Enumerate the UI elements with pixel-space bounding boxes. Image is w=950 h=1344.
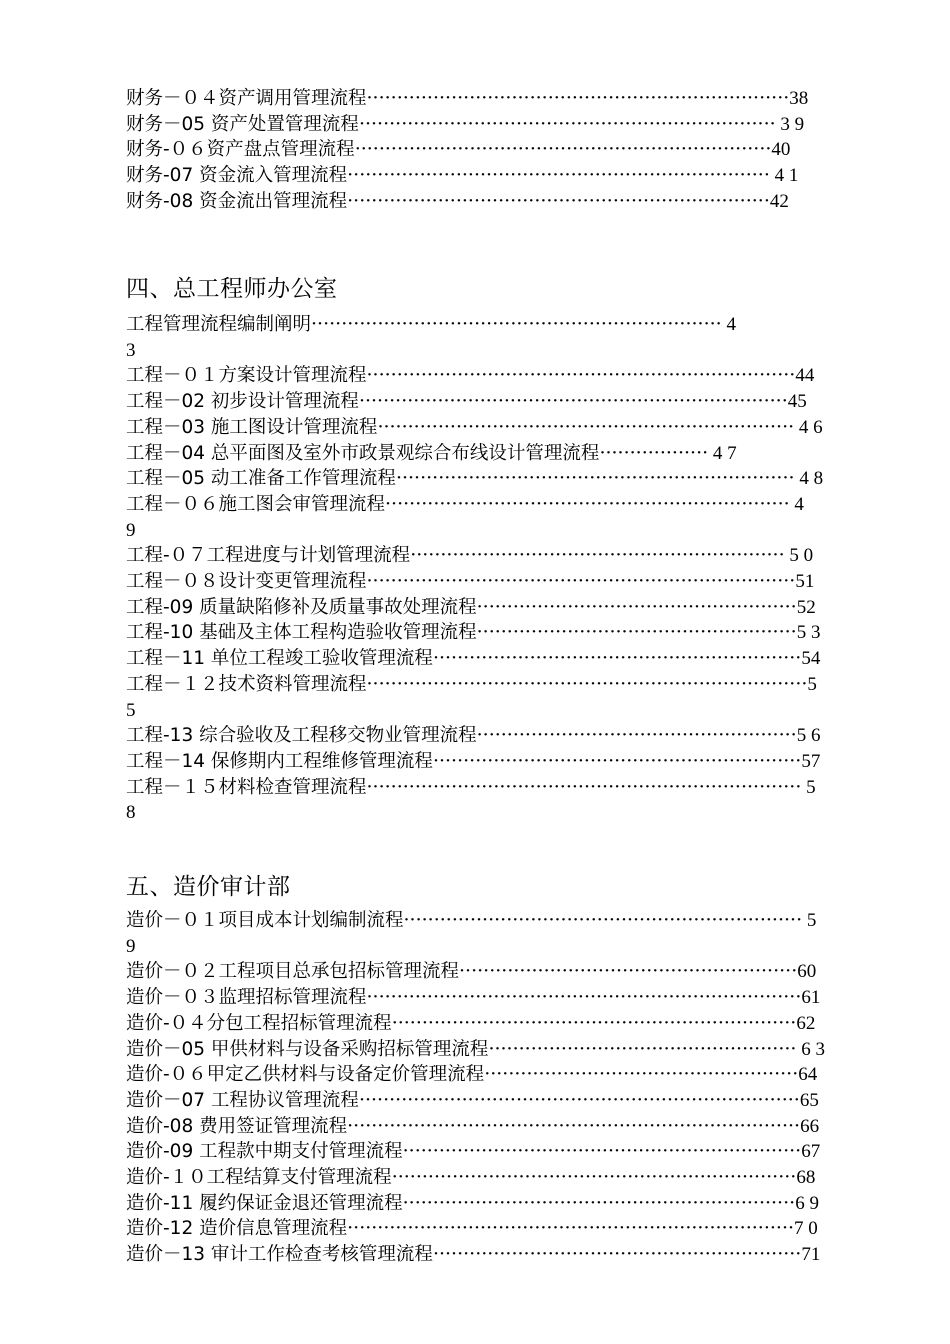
toc-entry-title: 造价-08 费用签证管理流程	[126, 1115, 348, 1137]
toc-entry-leader: ········································································	[366, 775, 802, 798]
toc-section-finance	[126, 86, 826, 215]
toc-entry-leader: ··················	[599, 441, 709, 464]
toc-entry-page-number: 40	[771, 139, 791, 161]
toc-entry-title: 造价-12 造价信息管理流程	[126, 1218, 348, 1240]
toc-entry-leader: ···········································································	[347, 1114, 801, 1137]
toc-entry-title: 工程-０７工程进度与计划管理流程	[126, 545, 411, 567]
toc-entry-title: 造价-０６甲定乙供材料与设备定价管理流程	[126, 1064, 485, 1086]
toc-entry-leader: ····················································	[484, 1063, 799, 1086]
toc-entry-page-number: 5 0	[784, 545, 814, 567]
toc-entry-page-number: 4 9	[126, 493, 804, 541]
toc-entry-leader: ··································································	[395, 467, 795, 490]
toc-entry	[126, 163, 826, 189]
toc-entry-leader: ······································································	[347, 189, 770, 212]
toc-entry	[126, 1037, 826, 1063]
toc-entry	[126, 908, 826, 959]
toc-entry-title: 工程－05 动工准备工作管理流程	[126, 468, 396, 490]
toc-entry-title: 工程-13 综合验收及工程移交物业管理流程	[126, 725, 477, 747]
toc-entry	[126, 389, 826, 415]
toc-entry	[126, 1139, 826, 1165]
toc-entry-title: 造价-11 履约保证金退还管理流程	[126, 1192, 403, 1214]
toc-entry	[126, 959, 826, 985]
toc-entry	[126, 415, 826, 441]
toc-entry-page-number: 45	[787, 391, 807, 413]
toc-entry-page-number: 4 3	[126, 314, 736, 361]
toc-entry-title: 造价－０２工程项目总承包招标管理流程	[126, 961, 460, 983]
toc-entry	[126, 363, 826, 389]
toc-entry-page-number: 61	[801, 987, 821, 1009]
toc-entry-title: 造价-０４分包工程招标管理流程	[126, 1012, 392, 1034]
toc-entry-title: 工程-09 质量缺陷修补及质量事故处理流程	[126, 596, 477, 618]
toc-entry-page-number: 4 8	[794, 468, 824, 490]
toc-list	[126, 312, 826, 826]
toc-entry-leader: ·····································································	[358, 112, 776, 135]
toc-entry	[126, 595, 826, 621]
toc-entry-title: 财务-08 资金流出管理流程	[126, 190, 348, 212]
toc-entry	[126, 1011, 826, 1037]
toc-entry	[126, 86, 826, 112]
toc-entry-leader: ·····························································	[432, 1243, 802, 1266]
toc-entry-title: 财务－05 资产处置管理流程	[126, 113, 359, 135]
toc-entry-page-number: 6 3	[796, 1038, 825, 1060]
toc-entry-page-number: 5 5	[126, 673, 817, 721]
toc-entry	[126, 569, 826, 595]
toc-entry-title: 工程－０６施工图会审管理流程	[126, 493, 386, 515]
toc-entry	[126, 1216, 826, 1242]
toc-entry	[126, 646, 826, 672]
toc-entry-leader: ······························································	[410, 544, 785, 567]
toc-entry-title: 造价-１０工程结算支付管理流程	[126, 1167, 392, 1189]
toc-entry-page-number: 5 8	[126, 776, 816, 824]
toc-entry-page-number: 57	[801, 750, 821, 772]
toc-entry-page-number: 67	[801, 1141, 821, 1163]
toc-section-cost-audit	[126, 908, 826, 1268]
toc-entry-page-number: 44	[795, 365, 815, 387]
toc-entry	[126, 620, 826, 646]
toc-entry-title: 工程－04 总平面图及室外市政景观综合布线设计管理流程	[126, 442, 600, 464]
toc-entry	[126, 1191, 826, 1217]
toc-entry-leader: ····································································	[311, 313, 722, 335]
toc-entry-leader: ···································································	[391, 1011, 797, 1034]
toc-entry	[126, 1242, 826, 1268]
toc-entry	[126, 1165, 826, 1191]
section-heading-cost-audit: 五、造价审计部	[126, 874, 291, 900]
toc-entry-page-number: 42	[769, 190, 789, 212]
toc-entry-leader: ·································································	[402, 1191, 796, 1214]
toc-entry-leader: ·········································································	[358, 1088, 800, 1111]
toc-entry-page-number: 4 7	[708, 442, 737, 464]
toc-entry	[126, 1114, 826, 1140]
toc-entry-page-number: 5 3	[796, 622, 821, 644]
toc-entry-page-number: 7 0	[794, 1218, 818, 1240]
toc-entry-title: 财务-07 资金流入管理流程	[126, 165, 348, 187]
toc-list	[126, 908, 826, 1268]
toc-entry-title: 造价－07 工程协议管理流程	[126, 1089, 359, 1111]
toc-list	[126, 86, 826, 215]
toc-entry	[126, 492, 826, 543]
toc-entry	[126, 466, 826, 492]
toc-entry-title: 工程管理流程编制阐明	[126, 314, 312, 335]
toc-entry-title: 工程－14 保修期内工程维修管理流程	[126, 750, 433, 772]
toc-entry-page-number: 71	[801, 1244, 821, 1266]
toc-entry-leader: ······································································	[347, 164, 770, 187]
toc-entry-page-number: 62	[796, 1012, 816, 1034]
toc-entry-leader: ·········································································	[366, 672, 808, 695]
toc-entry-leader: ········································································	[366, 986, 802, 1009]
toc-entry-page-number: 4 6	[794, 416, 823, 438]
toc-entry-title: 工程－１５材料检查管理流程	[126, 776, 367, 798]
toc-entry	[126, 312, 826, 363]
toc-entry-leader: ···················································	[488, 1037, 797, 1060]
toc-entry-leader: ························································	[459, 960, 798, 983]
toc-entry-title: 财务-０６资产盘点管理流程	[126, 139, 355, 161]
toc-entry-page-number: 5 9	[126, 910, 817, 957]
toc-entry-page-number: 54	[801, 648, 821, 670]
toc-entry-leader: ·····························································	[432, 749, 802, 772]
toc-entry-title: 造价－05 甲供材料与设备采购招标管理流程	[126, 1038, 489, 1060]
toc-entry-title: 造价-09 工程款中期支付管理流程	[126, 1141, 403, 1163]
toc-entry-page-number: 4 1	[769, 165, 799, 187]
toc-entry-title: 造价－０３监理招标管理流程	[126, 987, 367, 1009]
toc-entry-title: 工程－11 单位工程竣工验收管理流程	[126, 648, 433, 670]
toc-entry-title: 财务－０４资产调用管理流程	[126, 88, 367, 109]
toc-entry-leader: ··········································································	[347, 1217, 795, 1240]
toc-entry	[126, 543, 826, 569]
toc-entry	[126, 112, 826, 138]
toc-entry	[126, 723, 826, 749]
toc-entry-page-number: 6 9	[795, 1192, 819, 1214]
toc-entry-page-number: 38	[789, 88, 809, 109]
toc-entry-leader: ···································································	[385, 492, 790, 515]
toc-entry	[126, 1062, 826, 1088]
toc-entry-leader: ······································································	[366, 87, 790, 109]
toc-entry-leader: ·····················································	[476, 621, 797, 644]
toc-entry-title: 工程－03 施工图设计管理流程	[126, 416, 378, 438]
toc-entry-title: 工程－02 初步设计管理流程	[126, 391, 359, 413]
toc-entry-leader: ·······································································	[358, 390, 788, 413]
toc-entry	[126, 441, 826, 467]
toc-entry-page-number: 3 9	[775, 113, 805, 135]
toc-entry-leader: ·······································································	[366, 364, 796, 387]
toc-entry-title: 工程－１２技术资料管理流程	[126, 673, 367, 695]
toc-entry	[126, 137, 826, 163]
toc-entry-page-number: 5 6	[796, 725, 821, 747]
toc-entry-page-number: 51	[795, 571, 815, 593]
toc-entry-page-number: 68	[796, 1167, 816, 1189]
section-heading-chief-engineer-office: 四、总工程师办公室	[126, 276, 338, 302]
toc-entry-title: 造价－０１项目成本计划编制流程	[126, 910, 404, 931]
toc-entry-title: 造价－13 审计工作检查考核管理流程	[126, 1244, 433, 1266]
toc-section-engineering	[126, 312, 826, 826]
toc-entry-page-number: 60	[797, 961, 817, 983]
toc-entry-leader: ·····························································	[432, 647, 802, 670]
toc-entry-leader: ·······································································	[366, 570, 796, 593]
toc-entry-title: 工程－０８设计变更管理流程	[126, 571, 367, 593]
toc-entry-leader: ···································································	[391, 1166, 797, 1189]
toc-entry	[126, 985, 826, 1011]
toc-entry-leader: ··································································	[403, 909, 803, 931]
toc-entry	[126, 672, 826, 723]
toc-entry-title: 工程-10 基础及主体工程构造验收管理流程	[126, 622, 477, 644]
toc-entry-leader: ·····································································	[354, 138, 772, 161]
toc-entry-leader: ··································································	[402, 1140, 802, 1163]
toc-entry-page-number: 66	[800, 1115, 820, 1137]
toc-entry	[126, 775, 826, 826]
toc-entry-leader: ·····················································	[476, 724, 797, 747]
toc-entry-leader: ·····················································	[476, 595, 797, 618]
toc-entry	[126, 1088, 826, 1114]
toc-entry-page-number: 65	[799, 1089, 819, 1111]
toc-entry	[126, 189, 826, 215]
toc-entry-title: 工程－０１方案设计管理流程	[126, 365, 367, 387]
toc-entry-leader: ·····································································	[377, 415, 795, 438]
toc-entry-page-number: 64	[798, 1064, 818, 1086]
toc-entry-page-number: 52	[796, 596, 816, 618]
toc-entry	[126, 749, 826, 775]
